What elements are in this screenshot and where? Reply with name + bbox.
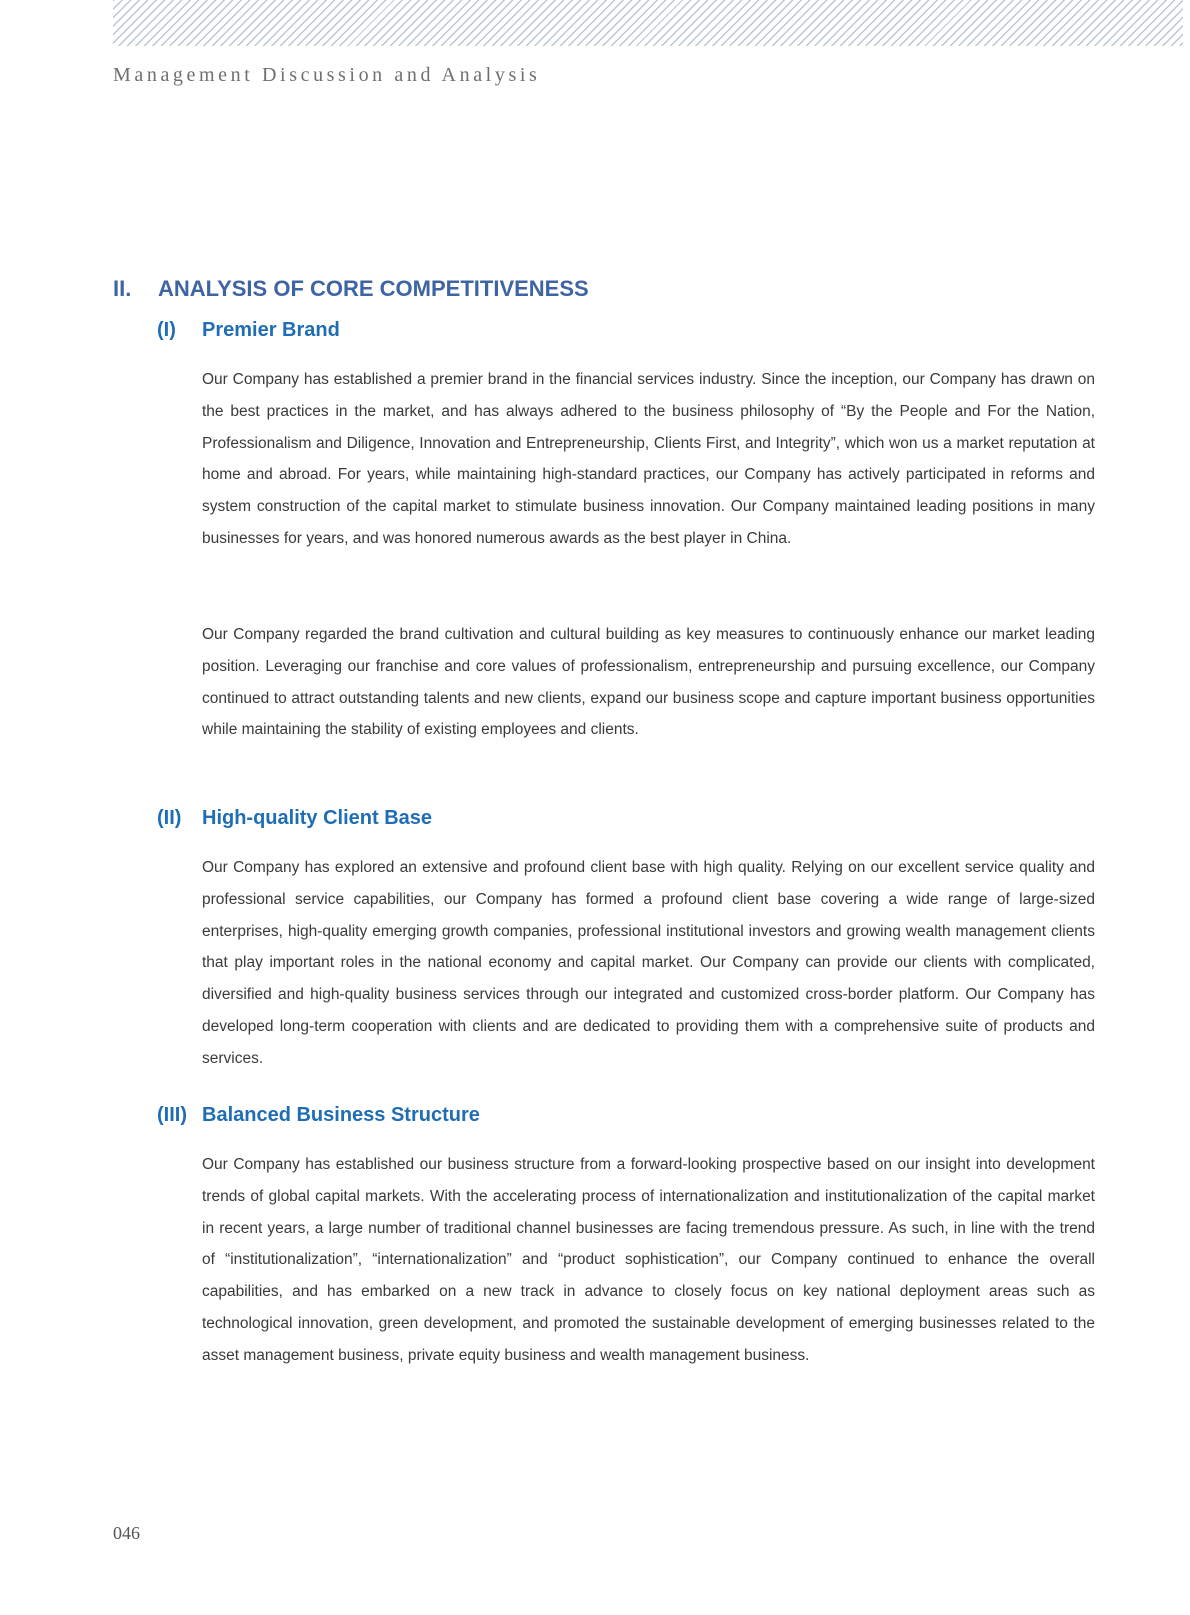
page-number: 046: [113, 1523, 140, 1543]
paragraph-premier-brand-2: Our Company regarded the brand cultivation and cultural building as key measures to continuously enhance our market leading position. Leveraging our franchise and core values of professionalism, entrepreneurship and pursuing excellence, our Company continued to attract outstanding talents and new clients, expand our business scope and capture important business opportunities while maintaining the stability of existing employees and clients.: [202, 626, 1095, 739]
section-title: ANALYSIS OF CORE COMPETITIVENESS: [158, 276, 589, 301]
paragraph-business-structure-1: Our Company has established our business structure from a forward-looking prospective based on our insight into development trends of global capital markets. With the accelerating process of internationalization and institutionalization of the capital market in recent years, a large number of traditional channel businesses are facing tremendous pressure. As such, in line with the trend of “institutionalization”, “internationalization” and “product sophistication”, our Company continued to enhance the overall capabilities, and has embarked on a new track in advance to closely focus on key national deployment areas such as technological innovation, green development, and promoted the sustainable development of emerging businesses related to the asset management business, private equity business and wealth management business.: [202, 1156, 1095, 1364]
paragraph-premier-brand-1: Our Company has established a premier brand in the financial services industry. Since the inception, our Company has drawn on the best practices in the market, and has always adhered to the business philosophy of “By the People and For the Nation, Professionalism and Diligence, Innovation and Entrepreneurship, Clients First, and Integrity”, which won us a market reputation at home and abroad. For years, while maintaining high-standard practices, our Company has actively participated in reforms and system construction of the capital market to stimulate business innovation. Our Company maintained leading positions in many businesses for years, and was honored numerous awards as the best player in China.: [202, 371, 1095, 547]
subsection-title: High-quality Client Base: [202, 807, 433, 829]
running-header: Management Discussion and Analysis: [113, 64, 541, 86]
subsection-title: Balanced Business Structure: [202, 1104, 480, 1126]
subsection-heading-premier-brand: [157, 319, 340, 342]
subsection-number: (I): [157, 319, 176, 341]
subsection-heading-client-base: [157, 807, 432, 830]
subsection-heading-business-structure: [157, 1104, 480, 1127]
section-heading: [113, 276, 589, 302]
subsection-number: (III): [157, 1104, 187, 1126]
paragraph-client-base-1: Our Company has explored an extensive and profound client base with high quality. Relying on our excellent service quality and professional service capabilities, our Company has formed a profound client base covering a wide range of large-sized enterprises, high-quality emerging growth companies, professional institutional investors and growing wealth management clients that play important roles in the national economy and capital market. Our Company can provide our clients with complicated, diversified and high-quality business services through our integrated and customized cross-border platform. Our Company has developed long-term cooperation with clients and are dedicated to providing them with a comprehensive suite of products and services.: [202, 859, 1095, 1067]
section-number: II.: [113, 276, 132, 301]
subsection-number: (II): [157, 807, 182, 829]
decorative-hatch-band: [113, 0, 1183, 46]
subsection-title: Premier Brand: [202, 319, 340, 341]
